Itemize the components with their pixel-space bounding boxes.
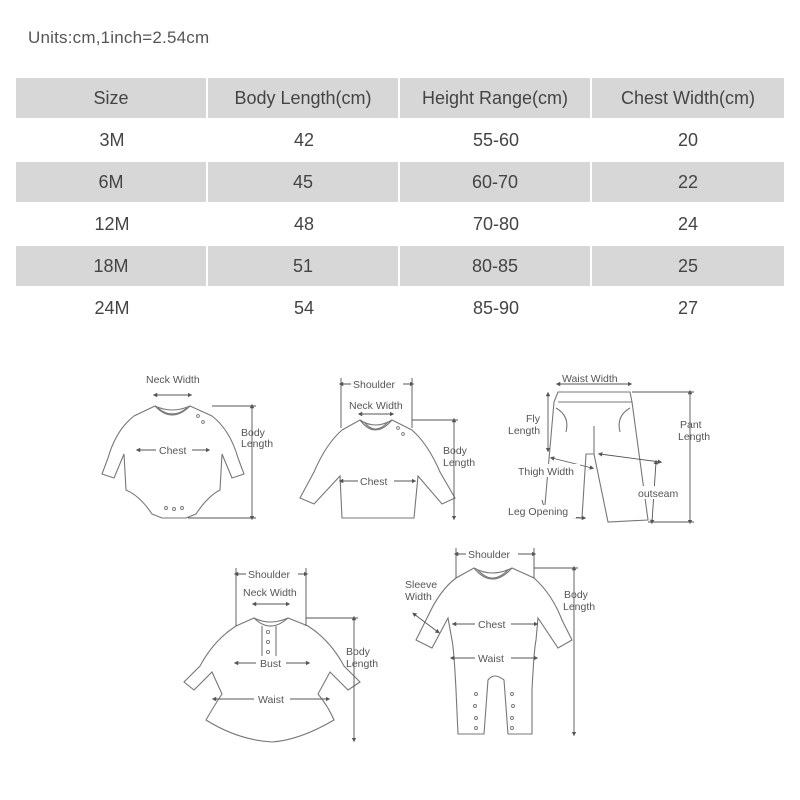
- table-cell: 48: [208, 204, 400, 246]
- waist-label: Waist: [478, 653, 504, 665]
- size-chart-table: [16, 78, 784, 330]
- measurement-diagrams: [0, 350, 800, 750]
- table-cell: 45: [208, 162, 400, 204]
- sleeve-width-label-1: Sleeve: [405, 579, 438, 591]
- bust-label: Bust: [260, 658, 282, 670]
- leg-opening-label: Leg Opening: [508, 506, 569, 518]
- table-row: [16, 246, 784, 288]
- pant-length-label-2: Length: [678, 431, 711, 443]
- shoulder-label: Shoulder: [353, 379, 396, 391]
- table-cell: 24: [592, 204, 784, 246]
- dress-diagram: [184, 567, 378, 742]
- table-cell: 20: [592, 120, 784, 162]
- shoulder-label: Shoulder: [248, 569, 291, 581]
- thigh-width-label: Thigh Width: [518, 466, 575, 478]
- table-header-row: [16, 78, 784, 120]
- table-row: [16, 288, 784, 330]
- table-cell: 22: [592, 162, 784, 204]
- table-cell: 80-85: [400, 246, 592, 288]
- table-cell: 54: [208, 288, 400, 330]
- fly-length-label-1: Fly: [526, 413, 540, 425]
- column-header: Chest Width(cm): [592, 78, 784, 120]
- outseam-label: outseam: [638, 488, 679, 500]
- body-length-label-1: Body: [564, 589, 588, 601]
- table-cell: 55-60: [400, 120, 592, 162]
- bodysuit-diagram: [102, 374, 273, 518]
- chest-label: Chest: [360, 476, 388, 488]
- table-cell: 27: [592, 288, 784, 330]
- column-header: Size: [16, 78, 208, 120]
- chest-label: Chest: [159, 445, 187, 457]
- dress-outline: [184, 618, 360, 742]
- table-cell: 3M: [16, 120, 208, 162]
- table-row: [16, 162, 784, 204]
- waist-label: Waist: [258, 694, 284, 706]
- table-cell: 25: [592, 246, 784, 288]
- chest-label: Chest: [478, 619, 506, 631]
- shoulder-label: Shoulder: [468, 549, 511, 561]
- body-length-label-1: Body: [443, 445, 467, 457]
- pants-outline: [544, 392, 648, 522]
- body-length-label-2: Length: [443, 457, 476, 469]
- table-cell: 60-70: [400, 162, 592, 204]
- sleeve-width-label-2: Width: [405, 591, 432, 603]
- top-diagram: [300, 377, 475, 518]
- body-length-label-1: Body: [241, 427, 265, 439]
- table-cell: 85-90: [400, 288, 592, 330]
- body-length-label-2: Length: [563, 601, 596, 613]
- top-outline: [300, 420, 455, 518]
- table-cell: 42: [208, 120, 400, 162]
- table-cell: 24M: [16, 288, 208, 330]
- pants-diagram: [506, 373, 710, 522]
- body-length-label-1: Body: [346, 646, 370, 658]
- neck-width-label: Neck Width: [146, 374, 200, 386]
- column-header: Body Length(cm): [208, 78, 400, 120]
- table-cell: 70-80: [400, 204, 592, 246]
- neck-width-label: Neck Width: [349, 400, 403, 412]
- table-row: [16, 120, 784, 162]
- table-cell: 6M: [16, 162, 208, 204]
- body-length-label-2: Length: [241, 438, 274, 450]
- table-row: [16, 204, 784, 246]
- column-header: Height Range(cm): [400, 78, 592, 120]
- table-cell: 18M: [16, 246, 208, 288]
- fly-length-label-2: Length: [508, 425, 541, 437]
- pant-length-label-1: Pant: [680, 419, 702, 431]
- units-note: Units:cm,1inch=2.54cm: [28, 28, 210, 47]
- table-cell: 12M: [16, 204, 208, 246]
- bodysuit-outline: [102, 406, 244, 518]
- neck-width-label: Neck Width: [243, 587, 297, 599]
- table-cell: 51: [208, 246, 400, 288]
- waist-width-label: Waist Width: [562, 373, 618, 385]
- romper-diagram: [405, 547, 595, 734]
- body-length-label-2: Length: [346, 658, 379, 670]
